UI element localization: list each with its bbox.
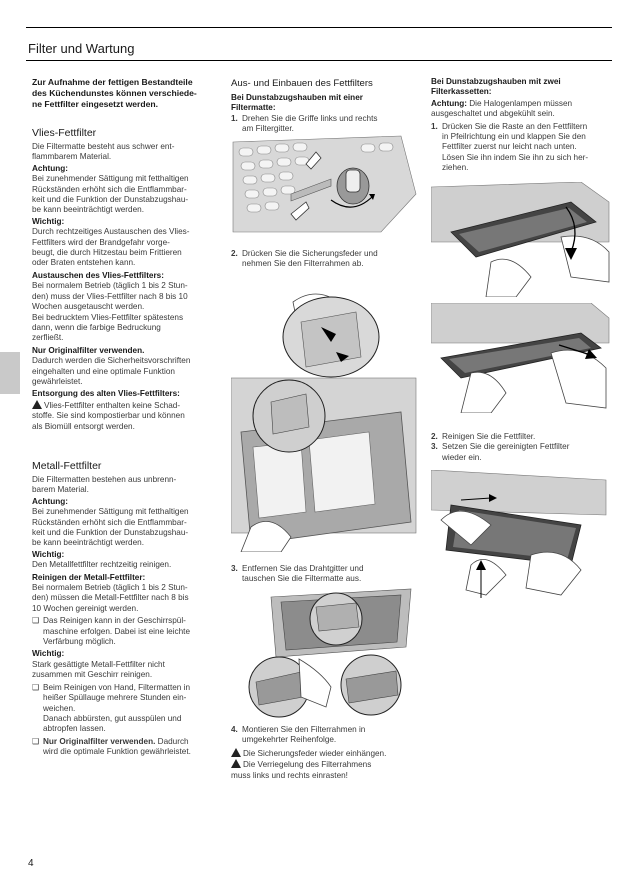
vlies-wichtig-text: Durch rechtzeitiges Austauschen des Vlies- Fettfilters wird der Brandgefahr vorge- beugt, die durch Hitzestau beim Frittieren oder Braten entstehen kann. <box>32 227 190 268</box>
intro-text: Zur Aufnahme der fettigen Bestandteile des Küchendunstes können verschiede- ne Fettfilter eingesetzt werden. <box>32 77 197 109</box>
page-title: Filter und Wartung <box>28 41 135 56</box>
cassette-unlock-illustration <box>431 182 611 297</box>
metall-reinigen-label: Reinigen der Metall-Fettfilter: <box>32 572 146 582</box>
vlies-entsorgung-text: Vlies-Fettfilter enthalten keine Schad- stoffe. Sie sind kompostierbar und können als Biomüll entsorgt werden. <box>32 400 185 431</box>
metall-heading: Metall-Fettfilter <box>32 459 102 472</box>
vlies-heading: Vlies-Fettfilter <box>32 127 97 139</box>
warning-triangle-icon <box>231 759 241 768</box>
checkbox-bullet-icon: ❑ <box>32 616 40 626</box>
step-2: 2. Drücken Sie die Sicherungsfeder und nehmen Sie den Filterrahmen ab. <box>231 249 378 269</box>
side-tab-marker <box>0 352 20 394</box>
vlies-wichtig-label: Wichtig: <box>32 216 65 226</box>
metall-achtung-text: Bei zunehmender Sättigung mit fetthaltigen Rückständen erhöht sich die Entflammbar- keit und die Funktion der Dunstabzugshau- be kann beeinträchtigt werden. <box>32 507 189 548</box>
metall-achtung-label: Achtung: <box>32 496 68 506</box>
checkbox-bullet-icon: ❑ <box>32 682 40 692</box>
list-item: ❑ Nur Originalfilter verwenden. Dadurch wird die optimale Funktion gewährleistet. <box>32 736 191 757</box>
top-rule <box>26 27 612 28</box>
list-item: ❑ Das Reinigen kann in der Geschirrspül- maschine erfolgen. Dabei ist eine leichte Verfärbung möglich. <box>32 616 191 647</box>
metall-reinigen-text: Bei normalem Betrieb (täglich 1 bis 2 Stun- den) müssen die Metall-Fettfilter nach 8 bis 10 Wochen gereinigt werden. <box>32 583 189 613</box>
metall-wichtig-text: Den Metallfettfilter rechtzeitig reinigen. <box>32 560 172 570</box>
metall-desc: Die Filtermatten bestehen aus unbrenn- barem Material. <box>32 474 177 495</box>
wire-grid-removal-illustration <box>231 587 421 719</box>
metall-wichtig2-label: Wichtig: <box>32 649 65 659</box>
metall-wichtig-label: Wichtig: <box>32 549 65 559</box>
cassette-reinsert-illustration <box>431 470 611 600</box>
column-1 <box>32 77 217 758</box>
warning-triangle-icon <box>231 748 241 757</box>
vlies-achtung-text: Bei zunehmender Sättigung mit fetthaltigen Rückständen erhöht sich die Entflammbar- keit und die Funktion der Dunstabzugshau- be kann beeinträchtigt werden. <box>32 174 189 215</box>
vlies-austausch-text: Bei normalem Betrieb (täglich 1 bis 2 Stun- den) muss der Vlies-Fettfilter nach 8 bis 10 Wochen ausgetauscht werden. Bei bedrucktem Vlies-Fettfilter spätestens dann, wenn die farbige Bedruckung zerfließt. <box>32 281 188 343</box>
column-2 <box>231 77 421 135</box>
warning-triangle-icon <box>32 400 42 409</box>
col3-subheading: Bei Dunstabzugshauben mit zwei Filterkassetten: <box>431 77 561 97</box>
vlies-achtung-label: Achtung: <box>32 163 68 173</box>
vlies-original-text: Dadurch werden die Sicherheitsvorschriften eingehalten und eine optimale Funktion gewährleistet. <box>32 356 191 386</box>
filter-frame-removal-illustration <box>231 282 421 552</box>
col3-achtung: Achtung: Die Halogenlampen müssen ausgeschaltet und abgekühlt sein. <box>431 98 573 119</box>
step-1: 1. Drehen Sie die Griffe links und rechts am Filtergitter. <box>231 113 378 134</box>
cassette-pull-out-illustration <box>431 303 611 413</box>
metall-wichtig2-text: Stark gesättigte Metall-Fettfilter nicht zusammen mit Geschirr reinigen. <box>32 659 165 680</box>
col2-heading: Aus- und Einbauen des Fettfilters <box>231 78 373 89</box>
col3-steps-2-3: 2. Reinigen Sie die Fettfilter. 3. Setzen Sie die gereinigten Fettfilter wieder ein. <box>431 432 570 462</box>
filter-grid-handle-illustration <box>231 134 421 234</box>
header-rule <box>26 60 612 61</box>
column-3 <box>431 77 611 174</box>
vlies-austausch-label: Austauschen des Vlies-Fettfilters: <box>32 270 164 280</box>
step-3: 3. Entfernen Sie das Drahtgitter und tauschen Sie die Filtermatte aus. <box>231 564 364 584</box>
vlies-desc: Die Filtermatte besteht aus schwer ent- flammbarem Material. <box>32 142 175 162</box>
vlies-entsorgung-label: Entsorgung des alten Vlies-Fettfilters: <box>32 389 180 399</box>
vlies-original-label: Nur Originalfilter verwenden. <box>32 345 145 355</box>
page-number: 4 <box>28 858 34 869</box>
step-4: 4. Montieren Sie den Filterrahmen in umgekehrter Reihenfolge. Die Sicherungsfeder wieder einhängen. Die Verriegelung des Filterrahmens muss links und rechts einrasten! <box>231 725 387 780</box>
col3-step-1: 1. Drücken Sie die Raste an den Fettfiltern in Pfeilrichtung ein und klappen Sie den Fettfilter zuerst nur leicht nach unten. Lösen Sie ihn indem Sie ihn zu sich her- ziehen. <box>431 121 589 173</box>
col2-subheading: Bei Dunstabzugshauben mit einer Filtermatte: <box>231 93 363 113</box>
checkbox-bullet-icon: ❑ <box>32 736 40 746</box>
list-item: ❑ Beim Reinigen von Hand, Filtermatten in heißer Spüllauge mehrere Stunden ein- weichen. Danach abbürsten, gut ausspülen und abtropfen lassen. <box>32 682 190 734</box>
